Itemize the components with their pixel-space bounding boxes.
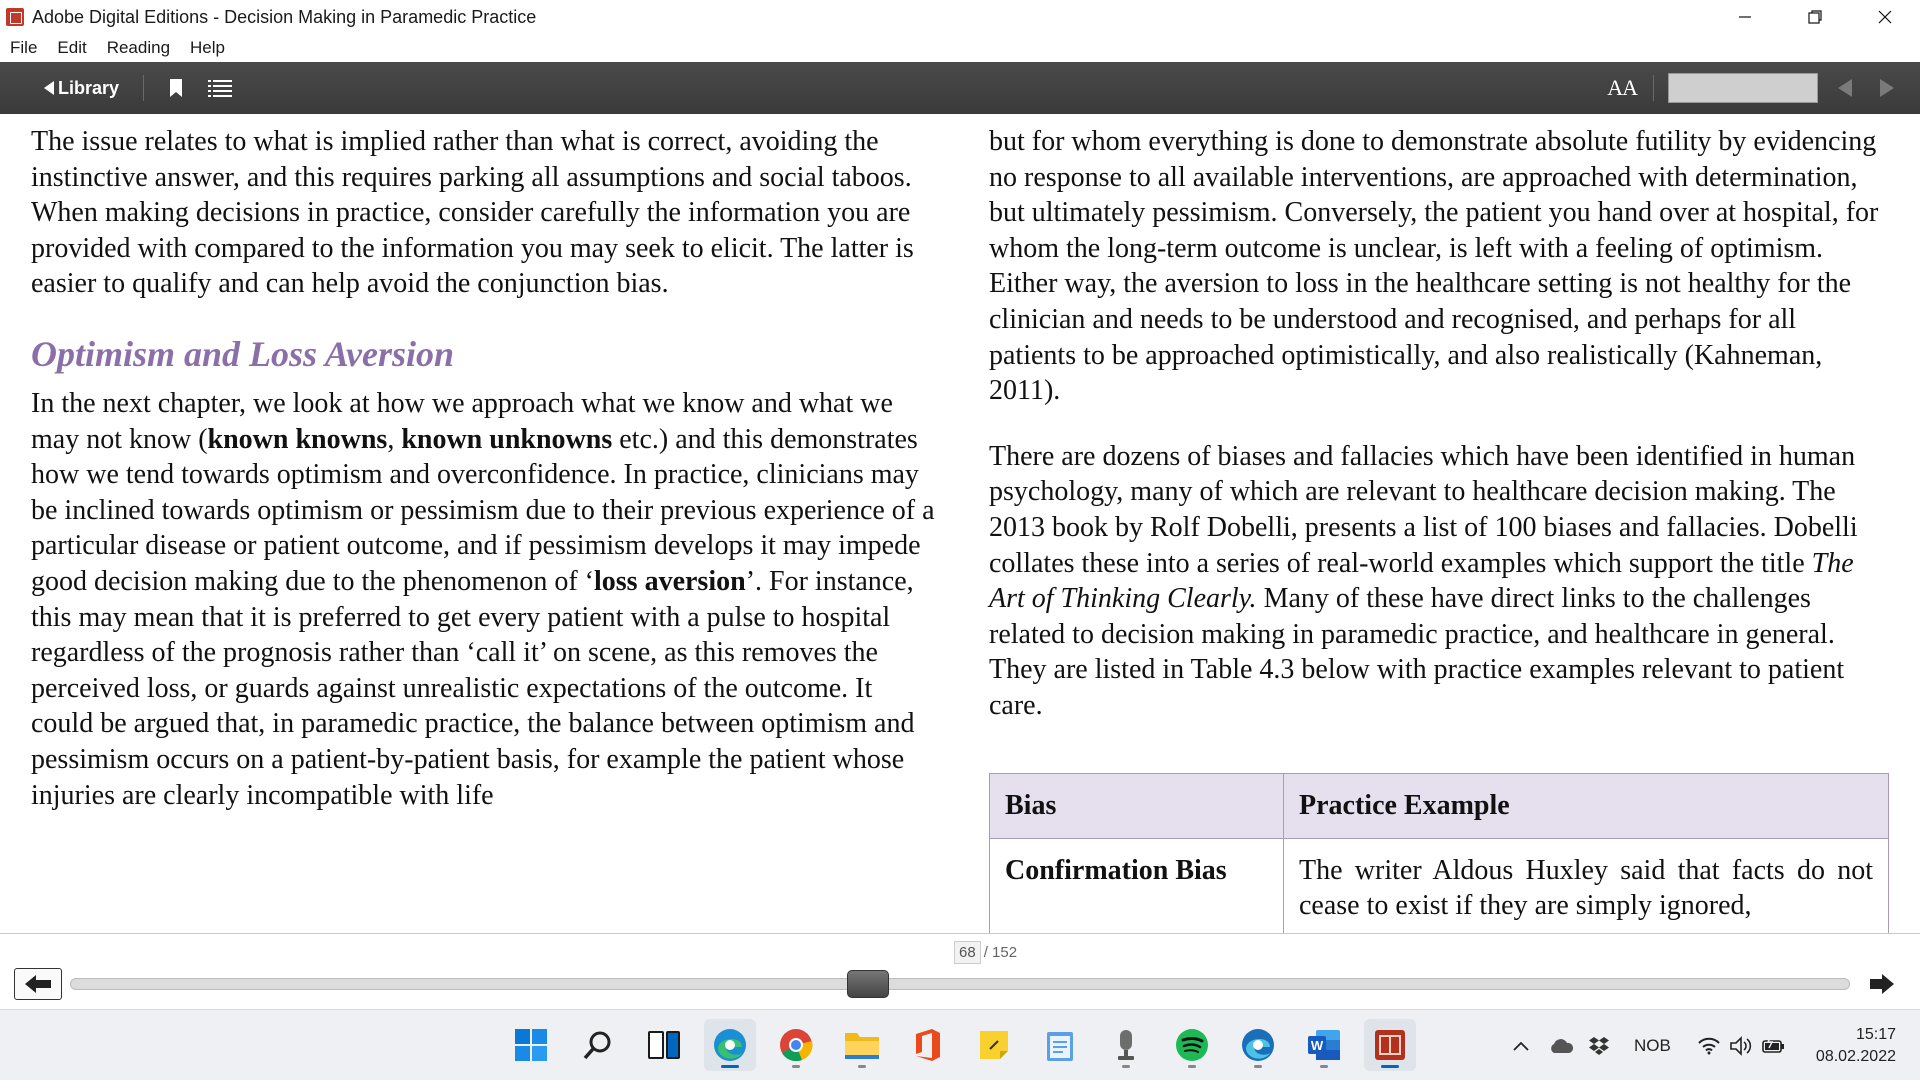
search-input[interactable] (1668, 73, 1818, 103)
bias-table (989, 773, 1889, 933)
menu-edit[interactable]: Edit (57, 38, 87, 57)
menu-bar (0, 34, 1920, 62)
arrow-left-icon (23, 974, 53, 994)
running-indicator (1381, 1065, 1399, 1068)
clock-date: 08.02.2022 (1815, 1048, 1896, 1065)
microphone-icon (1114, 1028, 1138, 1062)
file-explorer-icon (844, 1029, 880, 1061)
spotify-taskbar-button[interactable] (1166, 1019, 1218, 1071)
svg-text:W: W (1310, 1038, 1324, 1053)
table-header-cell: Practice Example (1284, 774, 1889, 839)
sticky-notes-icon (978, 1029, 1010, 1061)
clock-time: 15:17 (1855, 1026, 1896, 1043)
previous-page-arrow-icon[interactable] (1838, 79, 1852, 97)
word-icon (1306, 1028, 1342, 1062)
bold-term: known unknowns (401, 423, 613, 455)
dropbox-icon[interactable] (1588, 1036, 1610, 1056)
page-slider-track[interactable] (70, 978, 1850, 990)
page-slider-thumb[interactable] (847, 970, 889, 998)
running-indicator (1188, 1065, 1196, 1068)
keyboard-language[interactable]: NOB (1634, 1035, 1671, 1055)
next-page-arrow-icon[interactable] (1880, 79, 1894, 97)
window-title: Adobe Digital Editions - Decision Making in Paramedic Practice (32, 6, 537, 27)
task-view-button[interactable] (638, 1019, 690, 1071)
page-navigation-bar (0, 933, 1920, 1009)
minimize-icon (1737, 9, 1753, 25)
chevron-up-icon[interactable] (1512, 1040, 1530, 1052)
toolbar-divider-right (1653, 75, 1654, 101)
digital-editions-taskbar-button[interactable] (1364, 1019, 1416, 1071)
bookmark-icon (168, 78, 184, 98)
running-indicator (858, 1065, 866, 1068)
library-label: Library (58, 77, 120, 98)
bookmark-button[interactable] (168, 78, 184, 98)
start-button[interactable] (505, 1019, 557, 1071)
edge-taskbar-button[interactable] (704, 1019, 756, 1071)
volume-icon[interactable] (1729, 1036, 1753, 1056)
windows-start-icon (514, 1028, 548, 1062)
edge-icon (712, 1027, 748, 1063)
reading-pane (0, 114, 1920, 933)
total-pages: / 152 (983, 944, 1018, 961)
system-tray (1512, 1010, 1787, 1081)
table-cell: Confirmation Bias (990, 838, 1284, 933)
menu-reading[interactable]: Reading (106, 38, 171, 57)
title-bar (0, 0, 1920, 34)
right-column (989, 124, 1889, 724)
paragraph: but for whom everything is done to demonstrate absolute futility by evidencing no response to all available interventions, are approached with determination, but ultimately pessimism. Conversely, the patient you hand over at hospital, for whom the long-term outcome is unclear, is left with a feeling of optimism. Either way, the aversion to loss in the healthcare setting is not healthy for the clinician and needs to be understood and recognised, and perhaps for all patients to be approached optimistically, and also realistically (Kahneman, 2011). (989, 126, 1879, 407)
restore-button[interactable] (1780, 0, 1850, 34)
menu-file[interactable]: File (10, 38, 38, 57)
window-controls (1710, 0, 1920, 34)
file-explorer-taskbar-button[interactable] (836, 1019, 888, 1071)
edge-beta-taskbar-button[interactable] (1232, 1019, 1284, 1071)
spotify-icon (1174, 1027, 1210, 1063)
bold-term: known knowns (207, 423, 388, 455)
word-taskbar-button[interactable] (1298, 1019, 1350, 1071)
notepad-taskbar-button[interactable] (1034, 1019, 1086, 1071)
close-icon (1877, 9, 1893, 25)
current-page-field[interactable]: 68 (954, 941, 981, 964)
arrow-right-icon (1868, 973, 1896, 995)
digital-editions-icon (1373, 1028, 1407, 1062)
toolbar-divider (143, 75, 144, 101)
battery-charging-icon[interactable] (1761, 1036, 1787, 1056)
paragraph: The issue relates to what is implied rather than what is correct, avoiding the instinctive answer, and this requires parking all assumptions and social taboos. When making decisions in practice, consider carefully the information you are provided with compared to the information you may seek to elicit. The latter is easier to qualify and can help avoid the conjunction bias. (31, 126, 914, 300)
back-triangle-icon (44, 81, 54, 95)
book-title-italic: The Art of Thinking Clearly. (989, 547, 1854, 615)
bold-term: loss aversion (594, 565, 746, 597)
paragraph: There are dozens of biases and fallacies which have been identified in human psychology, many of which are relevant to healthcare decision making. The 2013 book by Rolf Dobelli, presents a list of 100 biases and fallacies. Dobelli collates these into a series of real-world examples which support the title The Art of Thinking Clearly. Many of these have direct links to the challenges related to decision making in paramedic practice, and healthcare in general. They are listed in Table 4.3 below with practice examples relevant to patient care. (989, 440, 1858, 721)
running-indicator (721, 1065, 739, 1068)
sticky-notes-taskbar-button[interactable] (968, 1019, 1020, 1071)
table-header-cell: Bias (990, 774, 1284, 839)
table-row (990, 838, 1889, 933)
digital-editions-app-icon (6, 8, 24, 26)
table-of-contents-button[interactable] (208, 79, 232, 97)
restore-icon (1807, 9, 1823, 25)
font-size-button[interactable]: AA (1607, 75, 1637, 100)
next-page-button[interactable] (1866, 970, 1898, 998)
running-indicator (1254, 1065, 1262, 1068)
reader-toolbar (0, 62, 1920, 114)
search-button[interactable] (572, 1019, 624, 1071)
paragraph: In the next chapter, we look at how we approach what we know and what we may not know (known knowns, known unknowns etc.) and this demonstrates how we tend towards optimism and overconfidence. In practice, clinicians may be inclined towards optimism or pessimism due to their previous experience of a particular disease or patient outcome, and if pessimism develops it may impede good decision making due to the phenomenon of ‘loss aversion’. For instance, this may mean that it is preferred to get every patient with a pulse to hospital regardless of the prognosis rather than ‘call it’ on scene, as this removes the perceived loss, or guards against unrealistic expectations of the outcome. It could be argued that, in paramedic practice, the balance between optimism and pessimism occurs on a patient-by-patient basis, for example the patient whose injuries are clearly incompatible with life (31, 387, 935, 811)
close-button[interactable] (1850, 0, 1920, 34)
table-header-row (990, 774, 1889, 839)
library-button[interactable] (44, 78, 119, 99)
wifi-icon[interactable] (1697, 1037, 1721, 1055)
left-column (31, 124, 936, 813)
table-cell: The writer Aldous Huxley said that facts do not cease to exist if they are simply ignored, (1284, 838, 1889, 933)
onedrive-cloud-icon[interactable] (1548, 1038, 1574, 1054)
edge-beta-icon (1240, 1027, 1276, 1063)
list-icon (208, 79, 232, 97)
search-icon (582, 1029, 614, 1061)
chrome-taskbar-button[interactable] (770, 1019, 822, 1071)
task-view-icon (647, 1030, 681, 1060)
menu-help[interactable]: Help (190, 38, 225, 57)
minimize-button[interactable] (1710, 0, 1780, 34)
previous-page-button[interactable] (14, 968, 62, 1000)
section-heading: Optimism and Loss Aversion (31, 333, 455, 374)
clock[interactable] (1816, 1024, 1896, 1068)
toolbar-right (1607, 62, 1920, 114)
office-icon (912, 1028, 944, 1062)
running-indicator (1320, 1065, 1328, 1068)
running-indicator (792, 1065, 800, 1068)
voice-recorder-taskbar-button[interactable] (1100, 1019, 1152, 1071)
windows-taskbar (0, 1009, 1920, 1080)
notepad-icon (1045, 1028, 1075, 1062)
chrome-icon (778, 1027, 814, 1063)
page-indicator (954, 941, 1017, 964)
office-taskbar-button[interactable] (902, 1019, 954, 1071)
running-indicator (1122, 1065, 1130, 1068)
